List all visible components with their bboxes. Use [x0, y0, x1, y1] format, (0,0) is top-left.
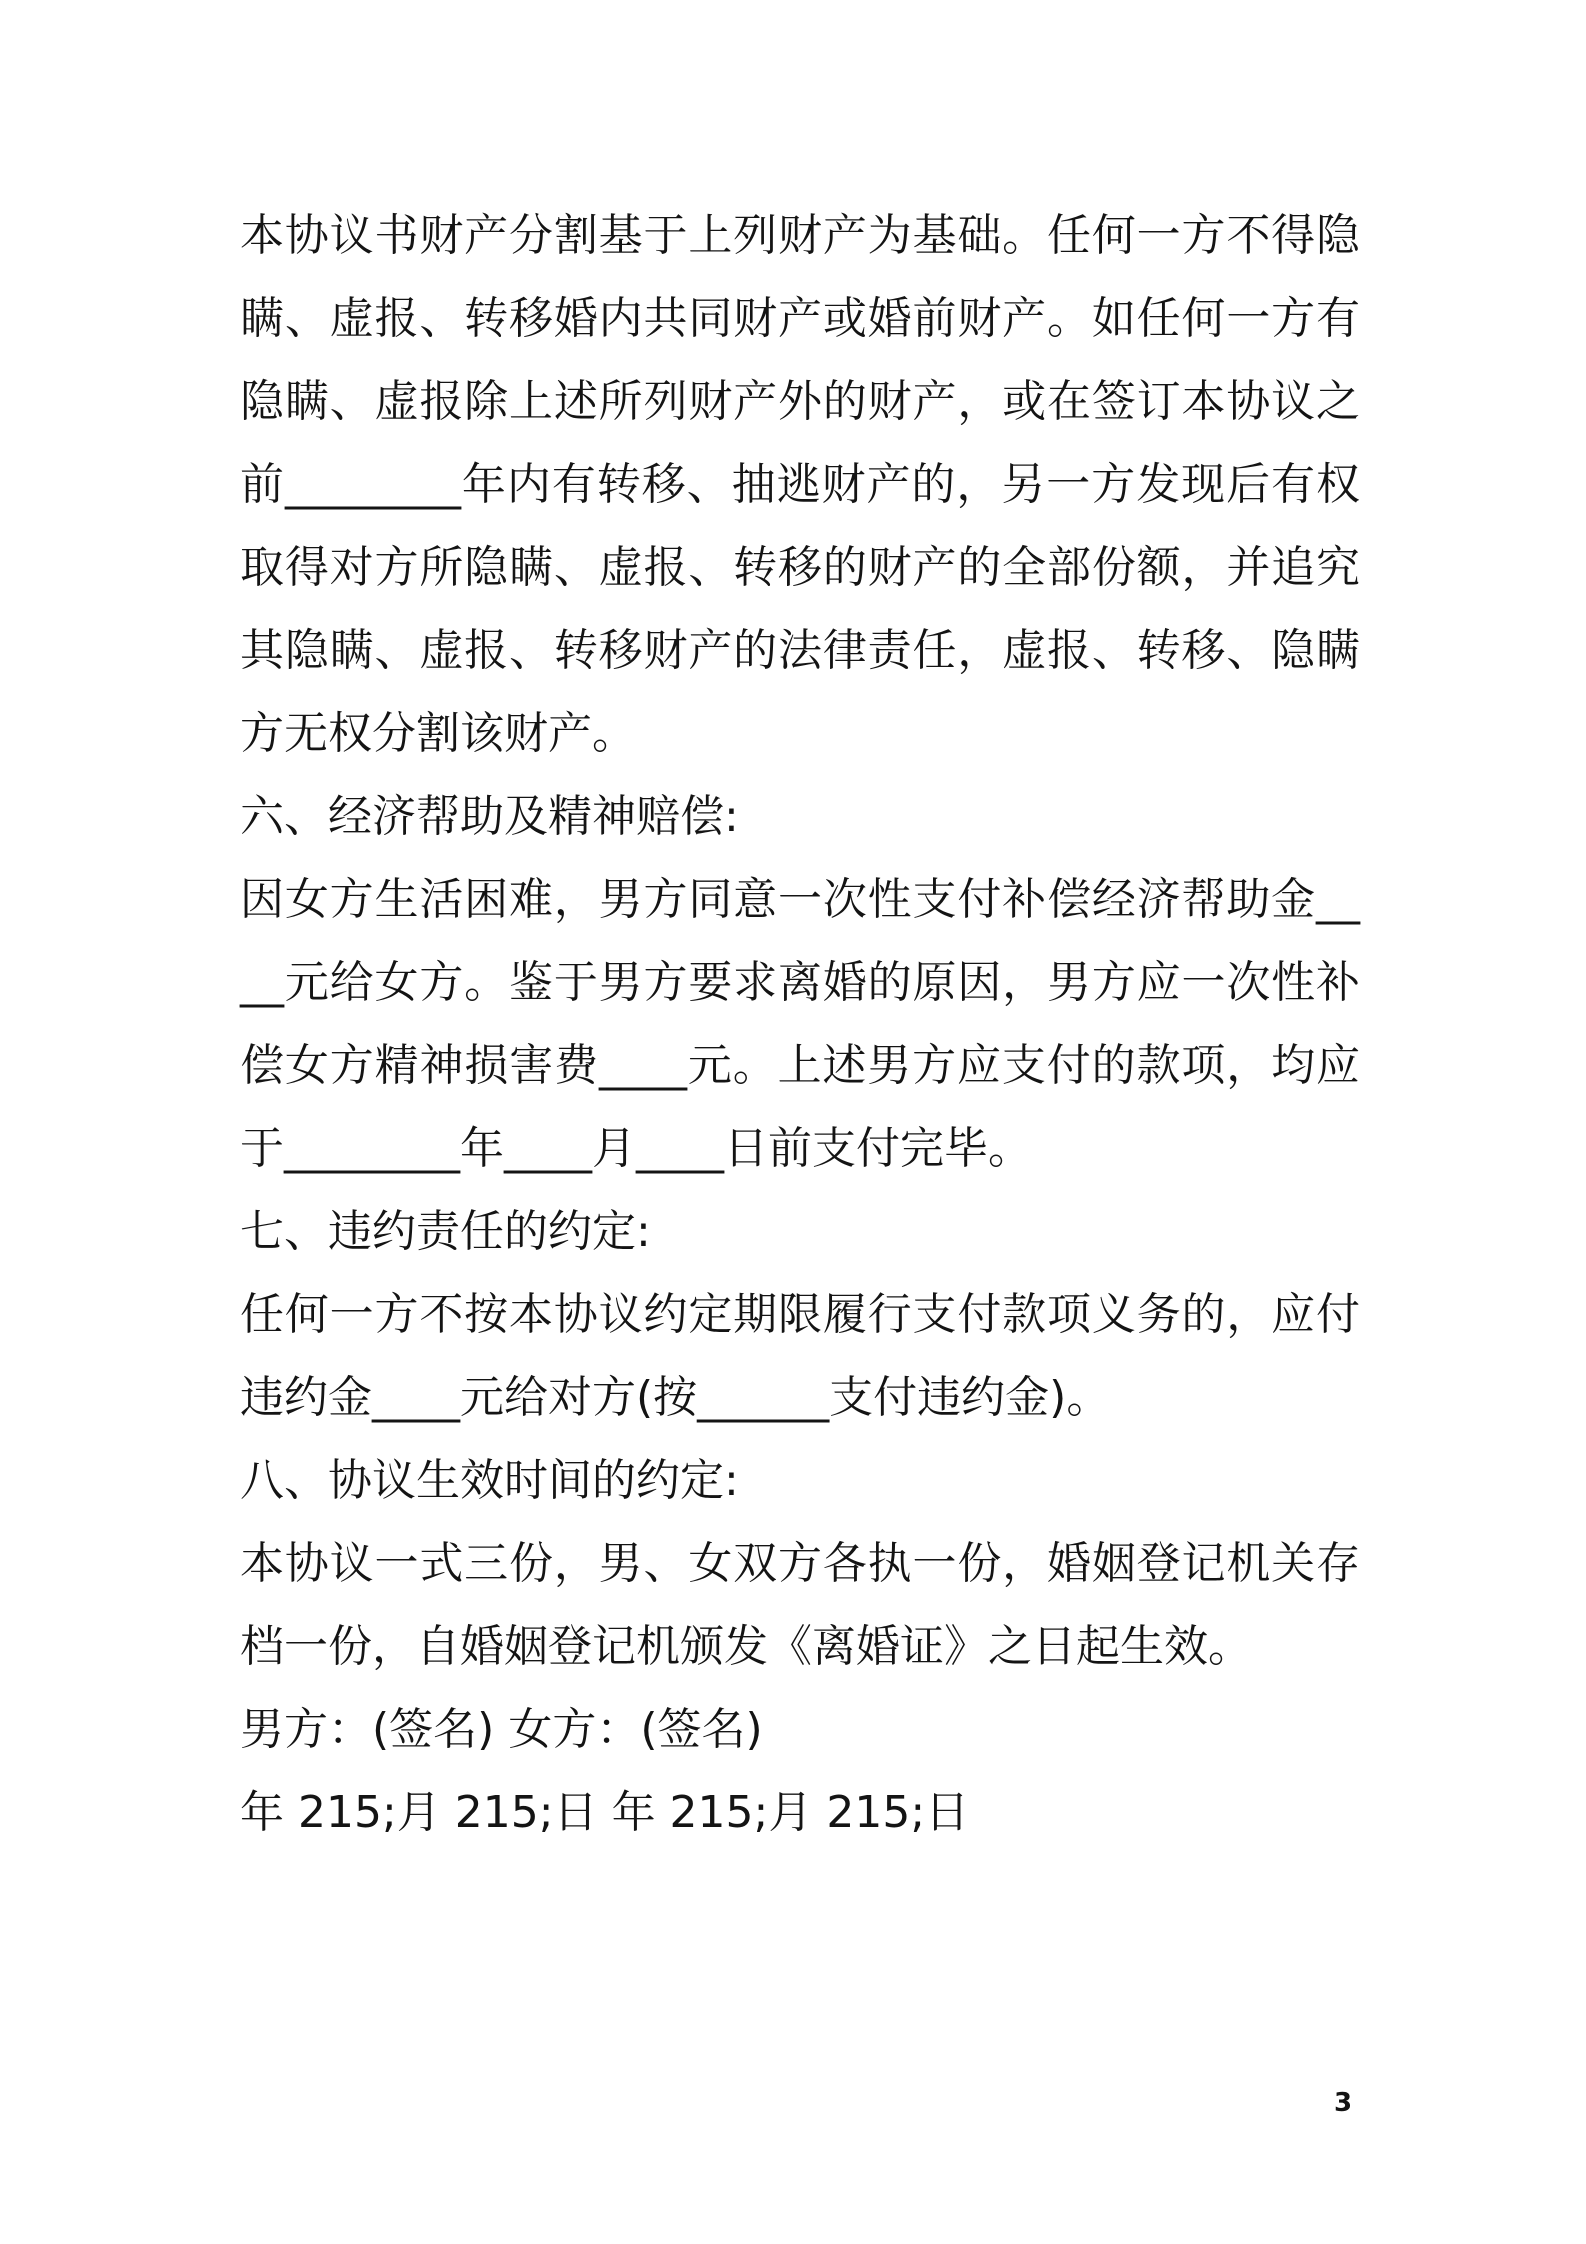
signature-line: 男方：(签名) 女方：(签名)	[240, 1704, 763, 1755]
paragraph-economic-help: 因女方生活困难，男方同意一次性支付补偿经济帮助金____元给女方。鉴于男方要求离婚的原因，男方应一次性补偿女方精神损害费____元。上述男方应支付的款项，均应于________年____月____日前支付完毕。	[240, 874, 1360, 1174]
paragraph-effective-time: 本协议一式三份，男、女双方各执一份，婚姻登记机关存档一份，自婚姻登记机颁发《离婚证》之日起生效。	[240, 1538, 1360, 1672]
document-body	[240, 194, 1360, 1854]
page-number: 3	[1334, 2088, 1353, 2118]
paragraph-property-division: 本协议书财产分割基于上列财产为基础。任何一方不得隐瞒、虚报、转移婚内共同财产或婚前财产。如任何一方有隐瞒、虚报除上述所列财产外的财产，或在签订本协议之前________年内有转移、抽逃财产的，另一方发现后有权取得对方所隐瞒、虚报、转移的财产的全部份额，并追究其隐瞒、虚报、转移财产的法律责任，虚报、转移、隐瞒方无权分割该财产。	[240, 210, 1360, 759]
heading-effective-time: 八、协议生效时间的约定:	[240, 1455, 739, 1506]
date-line: 年 215;月 215;日 年 215;月 215;日	[240, 1787, 970, 1838]
heading-breach-liability: 七、违约责任的约定:	[240, 1206, 651, 1257]
paragraph-breach-liability: 任何一方不按本协议约定期限履行支付款项义务的，应付违约金____元给对方(按______支付违约金)。	[240, 1289, 1360, 1423]
heading-economic-help: 六、经济帮助及精神赔偿:	[240, 791, 739, 842]
